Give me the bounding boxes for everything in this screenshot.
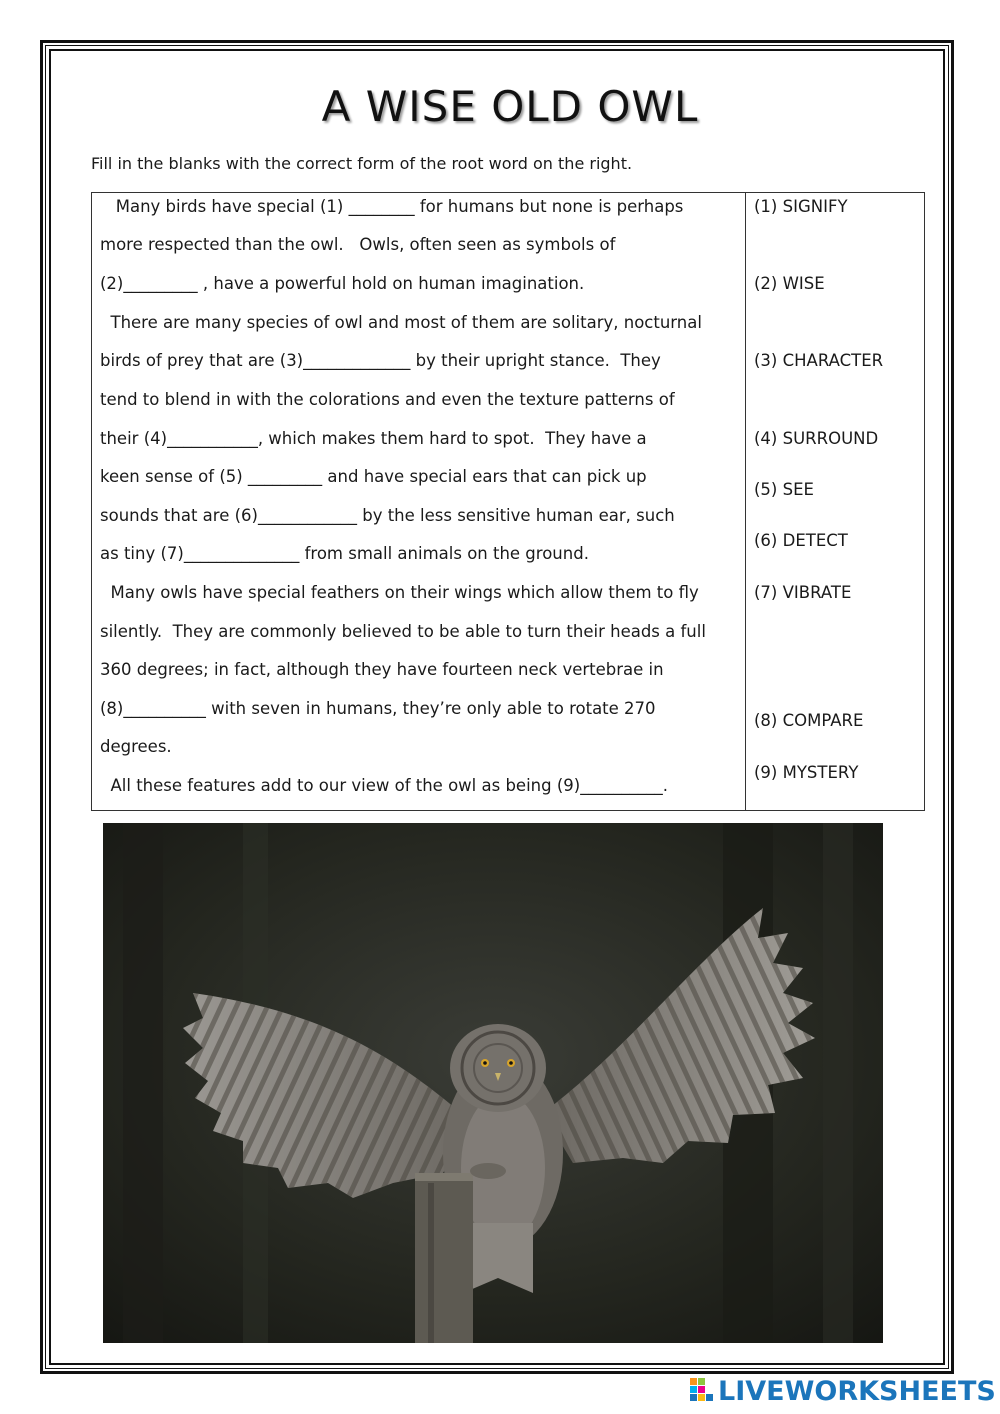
passage-line-2: more respected than the owl. Owls, often seen as symbols of [100,235,616,254]
instructions: Fill in the blanks with the correct form of the root word on the right. [91,154,633,173]
passage-line-1: Many birds have special (1) ________ for humans but none is perhaps [100,197,684,216]
worksheet-title: A WISE OLD OWL [321,82,699,131]
passage-line-5: birds of prey that are (3)_____________ by their upright stance. They [100,351,661,370]
owl-photo [103,823,883,1343]
passage-line-8: keen sense of (5) _________ and have special ears that can pick up [100,467,647,486]
passage-line-16: All these features add to our view of the owl as being (9)__________. [100,776,668,795]
passage-line-10: as tiny (7)______________ from small animals on the ground. [100,544,589,563]
passage-line-12: silently. They are commonly believed to be able to turn their heads a full [100,622,706,641]
root-word-5: (5) SEE [754,480,814,499]
root-word-8: (8) COMPARE [754,711,864,730]
root-word-9: (9) MYSTERY [754,763,859,782]
passage-line-9: sounds that are (6)____________ by the less sensitive human ear, such [100,506,675,525]
passage-line-15: degrees. [100,737,172,756]
root-word-7: (7) VIBRATE [754,583,852,602]
passage-line-6: tend to blend in with the colorations and even the texture patterns of [100,390,675,409]
passage-line-11: Many owls have special feathers on their wings which allow them to fly [100,583,699,602]
liveworksheets-logo-icon [690,1378,714,1404]
root-word-1: (1) SIGNIFY [754,197,848,216]
passage-line-4: There are many species of owl and most of them are solitary, nocturnal [100,313,702,332]
passage-line-14: (8)__________ with seven in humans, they’re only able to rotate 270 [100,699,656,718]
passage-line-3: (2)_________ , have a powerful hold on human imagination. [100,274,585,293]
root-word-2: (2) WISE [754,274,825,293]
passage-line-7: their (4)___________, which makes them hard to spot. They have a [100,429,647,448]
owl-photo-icon [103,823,883,1343]
root-word-6: (6) DETECT [754,531,848,550]
passage-line-13: 360 degrees; in fact, although they have fourteen neck vertebrae in [100,660,664,679]
liveworksheets-brand: LIVEWORKSHEETS [718,1376,996,1407]
column-divider [745,193,746,810]
root-word-3: (3) CHARACTER [754,351,884,370]
root-word-4: (4) SURROUND [754,429,879,448]
